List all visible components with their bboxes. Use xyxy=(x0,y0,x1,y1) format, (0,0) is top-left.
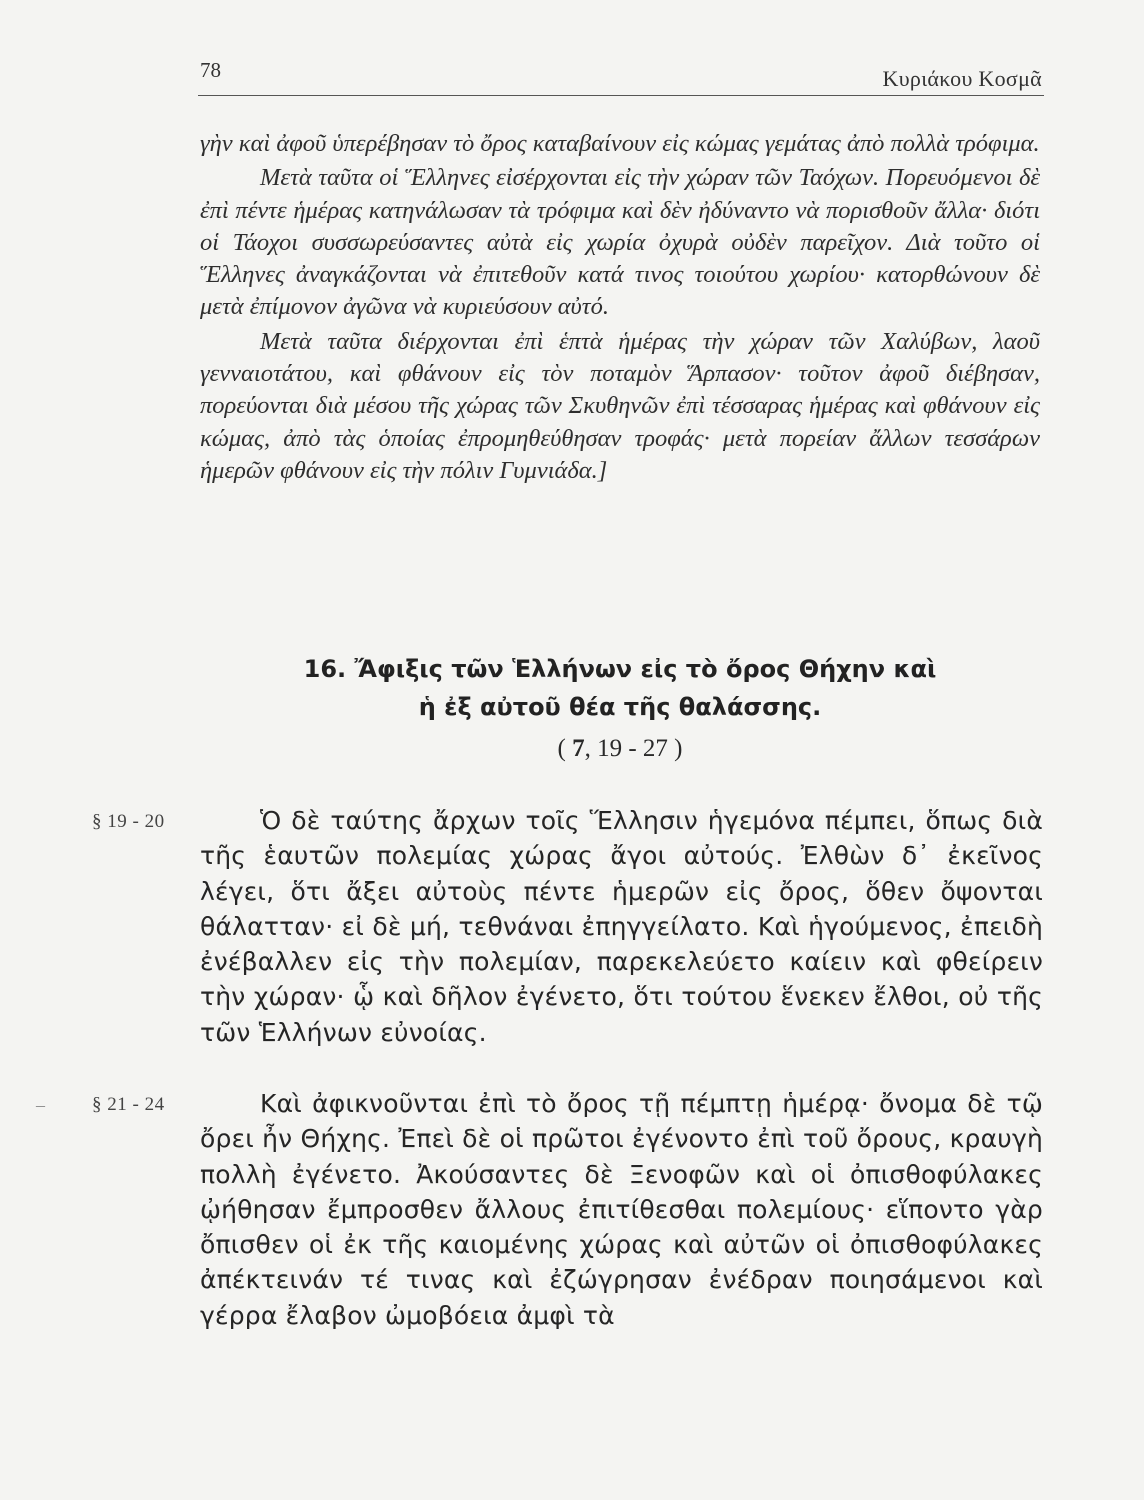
section-title-line: ἡ ἐξ αὐτοῦ θέα τῆς θαλάσσης. xyxy=(418,693,822,721)
text-block-19-20 xyxy=(200,803,1043,1050)
body-paragraph: Ὁ δὲ ταύτης ἄρχων τοῖς Ἕλλησιν ἡγεμόνα πέμπει, ὅπως διὰ τῆς ἑαυτῶν πολεμίας χώρας ἄγοι αὐτούς. Ἐλθὼν δ᾽ ἐκεῖνος λέγει, ὅτι ἄξει αὐτοὺς πέντε ἡμερῶν εἰς ὄρος, ὅθεν ὄψονται θάλατταν· εἰ δὲ μή, τεθνάναι ἐπηγγείλατο. Καὶ ἡγούμενος, ἐπειδὴ ἐνέβαλλεν εἰς τὴν πολεμίαν, παρεκελεύετο καίειν καὶ φθείρειν τὴν χώραν· ᾧ καὶ δῆλον ἐγένετο, ὅτι τούτου ἕνεκεν ἔλθοι, οὐ τῆς τῶν Ἑλλήνων εὐνοίας. xyxy=(200,806,1043,1047)
page-number: 78 xyxy=(200,58,221,82)
section-reference xyxy=(200,735,1040,763)
section-ref-range: , 19 - 27 ) xyxy=(584,735,683,762)
section-ref-open: ( xyxy=(557,735,573,762)
body-paragraph: Καὶ ἀφικνοῦνται ἐπὶ τὸ ὄρος τῇ πέμπτῃ ἡμέρᾳ· ὄνομα δὲ τῷ ὄρει ἦν Θήχης. Ἐπεὶ δὲ οἱ πρῶτοι ἐγένοντο ἐπὶ τοῦ ὄρους, κραυγὴ πολλὴ ἐγένετο. Ἀκούσαντες δὲ Ξενοφῶν καὶ οἱ ὀπισθοφύλακες ᾠήθησαν ἔμπροσθεν ἄλλους ἐπιτίθεσθαι πολεμίους· εἵποντο γὰρ ὄπισθεν οἱ ἐκ τῆς καιομένης χώρας καὶ αὐτῶν οἱ ὀπισθοφύλακες ἀπέκτεινάν τέ τινας καὶ ἐζώγρησαν ἐνέδραν ποιησάμενοι καὶ γέρρα ἔλαβον ὠμοβόεια ἀμφὶ τὰ xyxy=(200,1089,1043,1330)
summary-paragraph: γὴν καὶ ἀφοῦ ὑπερέβησαν τὸ ὄρος καταβαίνουν εἰς κώμας γεμάτας ἀπὸ πολλὰ τρόφιμα. xyxy=(200,130,1040,157)
text-block-21-24 xyxy=(200,1086,1043,1333)
section-ref-book: 7 xyxy=(572,735,585,762)
margin-reference: § 21 - 24 xyxy=(92,1094,165,1115)
summary-block xyxy=(200,128,1040,487)
running-head: Κυριάκου Κοσμᾶ xyxy=(882,66,1042,91)
section-title xyxy=(200,650,1040,726)
margin-reference: § 19 - 20 xyxy=(92,811,165,832)
margin-dash: – xyxy=(36,1095,45,1115)
summary-paragraph: Μετὰ ταῦτα οἱ Ἕλληνες εἰσέρχονται εἰς τὴν χώραν τῶν Ταόχων. Πορευόμενοι δὲ ἐπὶ πέντε ἡμέρας κατηνάλωσαν τὰ τρόφιμα καὶ δὲν ἠδύναντο νὰ πορισθοῦν ἄλλα· διότι οἱ Τάοχοι συσσωρεύσαντες αὐτὰ εἰς χωρία ὀχυρὰ οὐδὲν παρεῖχον. Διὰ τοῦτο οἱ Ἕλληνες ἀναγκάζονται νὰ ἐπιτεθοῦν κατά τινος τοιούτου χωρίου· κατορθώνουν δὲ μετὰ ἐπίμονον ἀγῶνα νὰ κυριεύσουν αὐτό. xyxy=(200,164,1040,321)
summary-paragraph: Μετὰ ταῦτα διέρχονται ἐπὶ ἑπτὰ ἡμέρας τὴν χώραν τῶν Χαλύβων, λαοῦ γενναιοτάτου, καὶ φθάνουν εἰς τὸν ποταμὸν Ἅρπασον· τοῦτον ἀφοῦ διέβησαν, πορεύονται διὰ μέσου τῆς χώρας τῶν Σκυθηνῶν ἐπὶ τέσσαρας ἡμέρας καὶ φθάνουν εἰς κώμας, ἀπὸ τὰς ὁποίας ἐπρομηθεύθησαν τροφάς· μετὰ πορείαν ἄλλων τεσσάρων ἡμερῶν φθάνουν εἰς τὴν πόλιν Γυμνιάδα.] xyxy=(200,327,1040,484)
section-title-line: 16. Ἄφιξις τῶν Ἑλλήνων εἰς τὸ ὄρος Θήχην καὶ xyxy=(303,655,937,683)
header-rule xyxy=(198,95,1044,96)
